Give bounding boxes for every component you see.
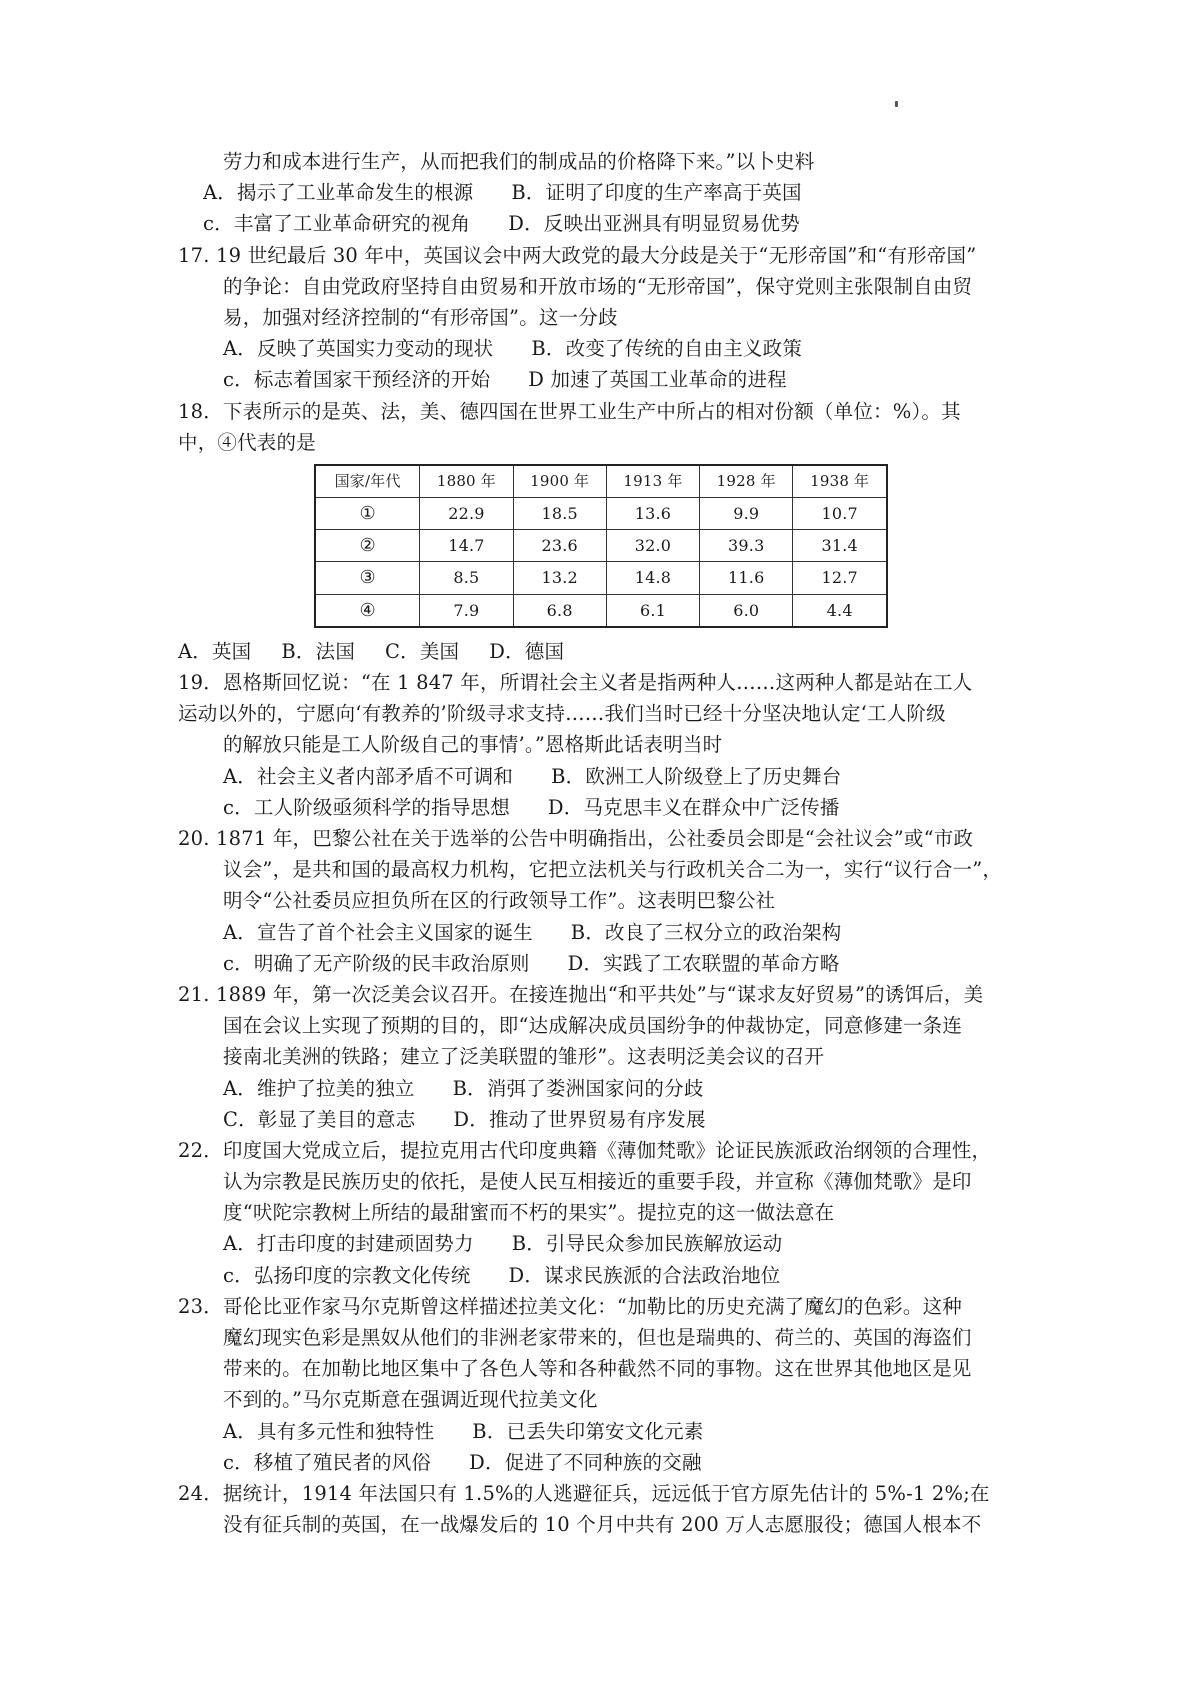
question-21-options-row-2: [186, 1104, 1032, 1135]
table-cell: 13.2: [513, 562, 606, 594]
question-20-stem-line: 20. 1871 年，巴黎公社在关于选举的公告中明确指出，公社委员会即是“会社议会”或“市政: [178, 827, 974, 851]
question-23-options-row-1: [186, 1416, 1032, 1447]
option-d[interactable]: D．实践了工农联盟的革命方略: [567, 951, 840, 975]
question-18-options-row: [178, 636, 1032, 667]
table-row-label: ④: [315, 594, 420, 627]
industrial-share-table: [314, 464, 888, 628]
table-header-cell: 1928 年: [700, 465, 793, 498]
table-row-label: ①: [315, 498, 420, 530]
option-a[interactable]: A．维护了拉美的独立: [223, 1076, 415, 1100]
table-cell: 32.0: [606, 530, 699, 562]
table-cell: 39.3: [700, 530, 793, 562]
table-row-label: ②: [315, 530, 420, 562]
option-a[interactable]: A．具有多元性和独特性: [223, 1419, 435, 1443]
table-row: [315, 498, 887, 530]
question-17-options-row-1: [186, 333, 1032, 364]
question-23-stem-line: 23．哥伦比亚作家马尔克斯曾这样描述拉美文化：“加勒比的历史充满了魔幻的色彩。这种: [178, 1294, 962, 1318]
option-a[interactable]: A．社会主义者内部矛盾不可调和: [223, 764, 514, 788]
option-b[interactable]: B．改变了传统的自由主义政策: [531, 337, 803, 361]
question-23-stem-line: 带来的。在加勒比地区集中了各色人等和各种截然不同的事物。这在世界其他地区是见: [223, 1357, 972, 1381]
question-22-options-row-1: [186, 1228, 1032, 1259]
table-cell: 18.5: [513, 498, 606, 530]
option-b[interactable]: B．欧洲工人阶级登上了历史舞台: [551, 764, 842, 788]
table-cell: 12.7: [793, 562, 887, 594]
table-header-row: [315, 465, 887, 498]
table-row: [315, 530, 887, 562]
table-cell: 6.8: [513, 594, 606, 627]
question-19-options-row-2: [186, 792, 1032, 823]
option-c[interactable]: c．弘扬印度的宗教文化传统: [223, 1263, 471, 1287]
table-cell: 8.5: [420, 562, 513, 594]
table-header-cell: 国家/年代: [315, 465, 420, 498]
table-cell: 14.7: [420, 530, 513, 562]
table-cell: 9.9: [700, 498, 793, 530]
question-17-stem-line: 的争论：自由党政府坚持自由贸易和开放市场的“无形帝国”，保守党则主张限制自由贸: [223, 274, 973, 298]
question-18-stem-line: 中，④代表的是: [178, 430, 316, 454]
option-a[interactable]: A．英国: [178, 639, 252, 663]
question-22-stem-line: 度“吠陀宗教树上所结的最甜蜜而不朽的果实”。提拉克的这一做法意在: [223, 1201, 835, 1225]
question-16-stem-tail: 劳力和成本进行生产，从而把我们的制成品的价格降下来。”以卜史料: [223, 150, 815, 173]
question-20-stem-line: 议会”，是共和国的最高权力机构，它把立法机关与行政机关合二为一，实行“议行合一”，: [223, 858, 1003, 882]
question-21-stem-line: 21. 1889 年，第一次泛美会议召开。在接连抛出“和平共处”与“谋求友好贸易”的诱饵后，美: [178, 982, 984, 1006]
exam-content: [178, 146, 1032, 1540]
question-20-options-row-1: [186, 917, 1032, 948]
option-d[interactable]: D．马克思丰义在群众中广泛传播: [547, 795, 840, 819]
question-22-stem-line: 22．印度国大党成立后，提拉克用古代印度典籍《薄伽梵歌》论证民族派政治纲领的合理性，: [178, 1138, 992, 1162]
table-header-cell: 1900 年: [513, 465, 606, 498]
question-19-stem-line: 运动以外的，宁愿向‘有教养的’阶级寻求支持……我们当时已经十分坚决地认定‘工人阶级: [178, 702, 946, 726]
industrial-share-table-wrap: [314, 464, 888, 628]
option-d[interactable]: D．德国: [489, 639, 565, 663]
question-20-stem-line: 明令“公社委员应担负所在区的行政领导工作”。这表明巴黎公社: [223, 889, 776, 913]
question-19-stem-line: 19．恩格斯回忆说：“在 1 847 年，所谓社会主义者是指两种人……这两种人都是站在工人: [178, 671, 973, 695]
table-cell: 4.4: [793, 594, 887, 627]
table-cell: 6.1: [606, 594, 699, 627]
question-20-options-row-2: [186, 948, 1032, 979]
table-cell: 31.4: [793, 530, 887, 562]
option-d[interactable]: D．促进了不同种族的交融: [469, 1450, 702, 1474]
question-21-stem-line: 国在会议上实现了预期的目的，即“达成解决成员国纷争的仲裁协定，同意修建一条连: [223, 1014, 963, 1038]
table-row-label: ③: [315, 562, 420, 594]
table-header-cell: 1913 年: [606, 465, 699, 498]
option-d[interactable]: D．反映出亚洲具有明显贸易优势: [508, 212, 800, 236]
question-21-options-row-1: [186, 1073, 1032, 1104]
table-row: [315, 562, 887, 594]
option-a[interactable]: A．宣告了首个社会主义国家的诞生: [223, 920, 533, 944]
question-17-options-row-2: [186, 364, 1032, 395]
table-cell: 22.9: [420, 498, 513, 530]
question-17-stem-line: 17. 19 世纪最后 30 年中，英国议会中两大政党的最大分歧是关于“无形帝国”和“有形帝国”: [178, 243, 977, 267]
option-b[interactable]: B．已丢失印第安文化元素: [472, 1419, 704, 1443]
question-23-stem-line: 魔幻现实色彩是黑奴从他们的非洲老家带来的，但也是瑞典的、荷兰的、英国的海盗们: [223, 1326, 972, 1350]
question-16-options-row-1: [186, 177, 1032, 208]
option-b[interactable]: B．消弭了娄洲国家问的分歧: [452, 1076, 704, 1100]
table-cell: 7.9: [420, 594, 513, 627]
question-21-stem-line: 接南北美洲的铁路；建立了泛美联盟的雏形”。这表明泛美会议的召开: [223, 1045, 825, 1069]
option-b[interactable]: B．证明了印度的生产率高于英国: [511, 181, 802, 205]
question-24-stem-line: 24．据统计，1914 年法国只有 1.5%的人逃避征兵，远远低于官方原先估计的 5%-1 2%;在: [178, 1481, 990, 1505]
option-c[interactable]: c．明确了无产阶级的民丰政治原则: [223, 951, 530, 975]
question-19-options-row-1: [186, 761, 1032, 792]
option-b[interactable]: B．改良了三权分立的政治架构: [570, 920, 842, 944]
question-23-options-row-2: [186, 1447, 1032, 1478]
question-16-options-row-2: [186, 208, 1032, 239]
table-cell: 23.6: [513, 530, 606, 562]
option-c[interactable]: c．工人阶级亟须科学的指导思想: [223, 795, 510, 819]
question-24-stem-line: 没有征兵制的英国，在一战爆发后的 10 个月中共有 200 万人志愿服役；德国人根本不: [223, 1513, 982, 1537]
option-c[interactable]: c．移植了殖民者的风俗: [223, 1450, 432, 1474]
option-a[interactable]: A．揭示了工业革命发生的根源: [203, 181, 474, 205]
scan-speck: [895, 101, 898, 107]
option-d[interactable]: D．谋求民族派的合法政治地位: [508, 1263, 781, 1287]
question-22-stem-line: 认为宗教是民族历史的依托，是使人民互相接近的重要手段，并宣称《薄伽梵歌》是印: [223, 1170, 972, 1194]
option-a[interactable]: A．打击印度的封建顽固势力: [223, 1232, 474, 1256]
question-17-stem-line: 易，加强对经济控制的“有形帝国”。这一分歧: [223, 305, 618, 329]
question-22-options-row-2: [186, 1260, 1032, 1291]
option-a[interactable]: A．反映了英国实力变动的现状: [223, 337, 494, 361]
option-b[interactable]: B．法国: [281, 639, 356, 663]
table-cell: 13.6: [606, 498, 699, 530]
table-header-cell: 1880 年: [420, 465, 513, 498]
question-19-stem-line: 的解放只能是工人阶级自己的事情’。”恩格斯此话表明当时: [223, 733, 723, 757]
table-cell: 10.7: [793, 498, 887, 530]
table-cell: 6.0: [700, 594, 793, 627]
option-b[interactable]: B．引导民众参加民族解放运动: [511, 1232, 783, 1256]
table-cell: 11.6: [700, 562, 793, 594]
question-18-stem-line: 18．下表所示的是英、法，美、德四国在世界工业生产中所占的相对份额（单位：%）。其: [178, 399, 961, 423]
option-c[interactable]: C．美国: [385, 639, 460, 663]
option-c[interactable]: c．标志着国家干预经济的开始: [223, 368, 491, 392]
question-23-stem-line: 不到的。”马尔克斯意在强调近现代拉美文化: [223, 1388, 598, 1412]
table-row: [315, 594, 887, 627]
option-d[interactable]: D．推动了世界贸易有序发展: [453, 1107, 706, 1131]
option-d[interactable]: D 加速了英国工业革命的进程: [528, 368, 787, 392]
table-header-cell: 1938 年: [793, 465, 887, 498]
option-c[interactable]: C．彰显了美目的意志: [223, 1107, 416, 1131]
option-c[interactable]: c．丰富了工业革命研究的视角: [203, 212, 471, 236]
table-cell: 14.8: [606, 562, 699, 594]
